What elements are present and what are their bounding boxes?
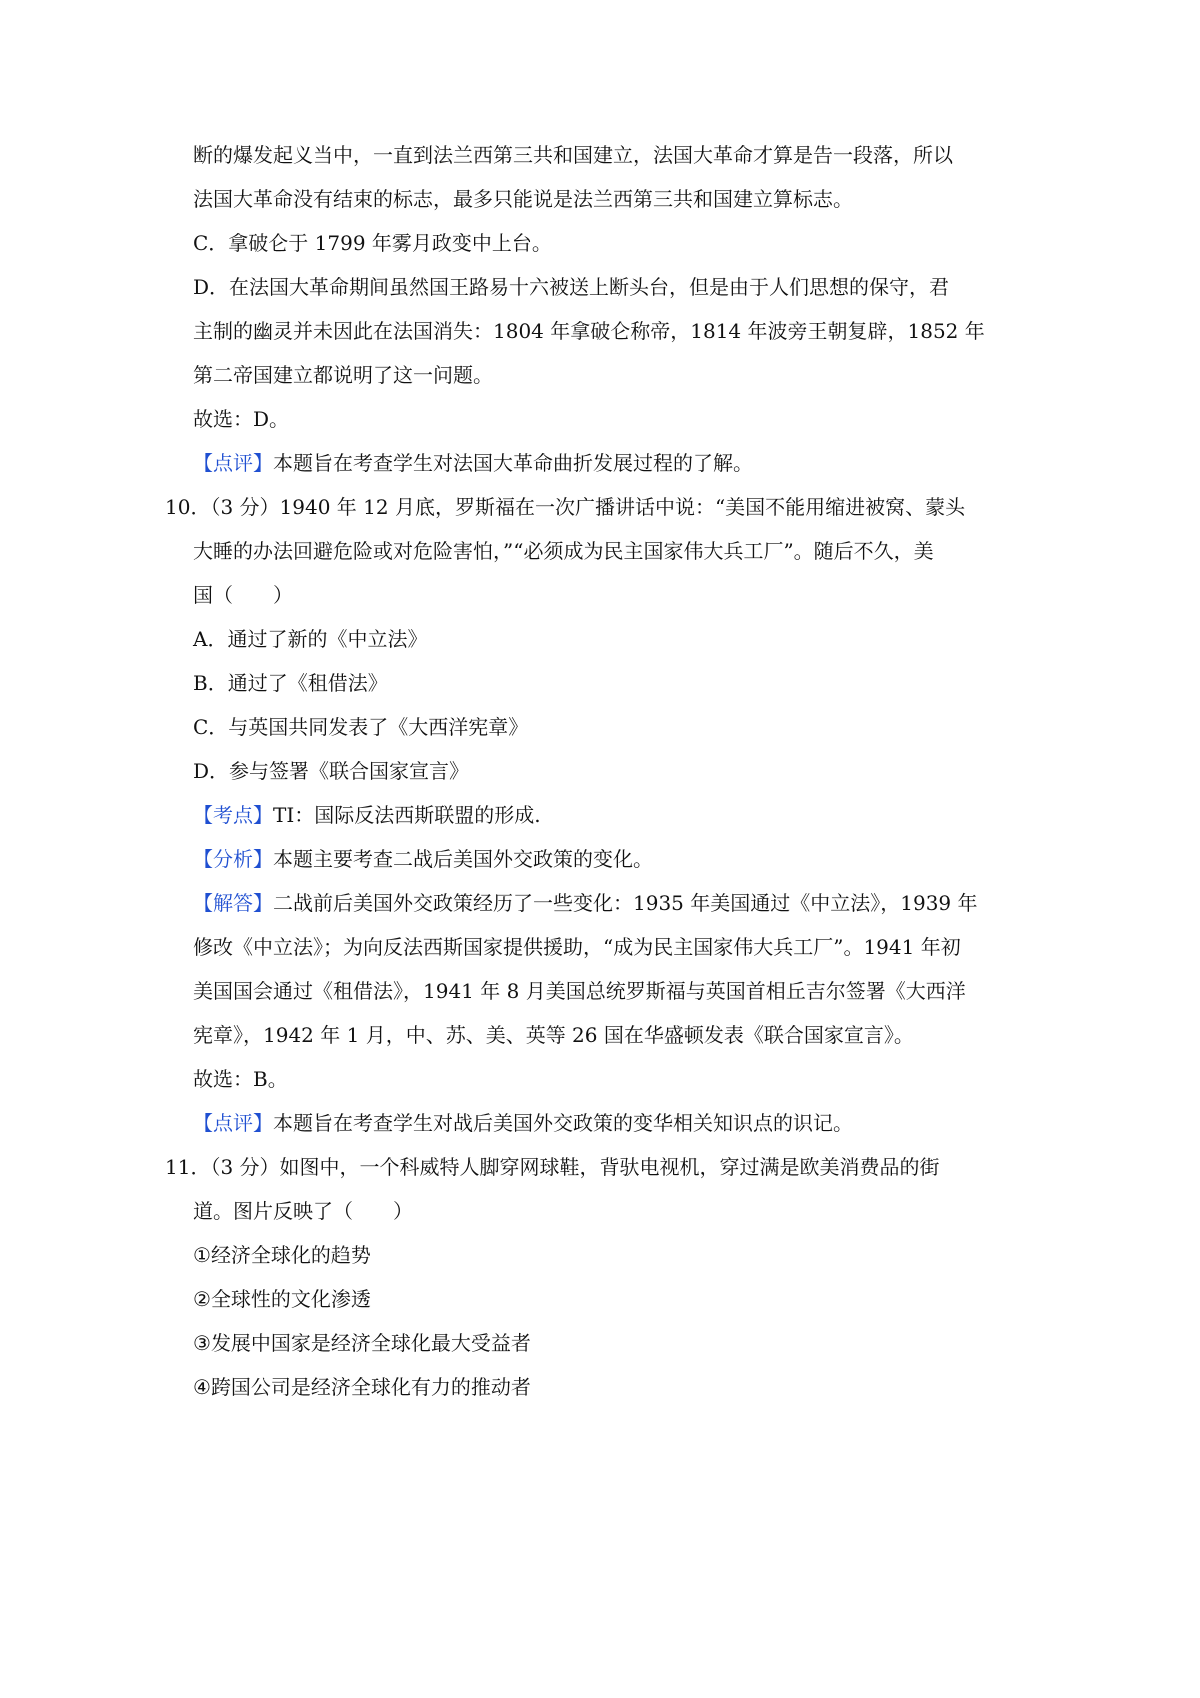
q11-item-2 bbox=[193, 1284, 371, 1314]
q10-option-b: B．通过了《租借法》 bbox=[193, 671, 388, 695]
review-q10 bbox=[193, 1108, 853, 1138]
q10-jieda-line-3: 美国国会通过《租借法》，1941 年 8 月美国总统罗斯福与英国首相丘吉尔签署《大西洋 bbox=[193, 979, 966, 1003]
item-text-1: 经济全球化的趋势 bbox=[210, 1243, 371, 1267]
fenxi-text: 本题主要考查二战后美国外交政策的变化。 bbox=[273, 847, 653, 871]
q11-stem-line-1: 11．（3 分）如图中，一个科威特人脚穿网球鞋，背驮电视机，穿过满是欧美消费品的街 bbox=[165, 1155, 940, 1179]
explanation-d-line-2: 主制的幽灵并未因此在法国消失：1804 年拿破仑称帝，1814 年波旁王朝复辟，1852 年 bbox=[193, 319, 985, 343]
explanation-d-line-1: D．在法国大革命期间虽然国王路易十六被送上断头台，但是由于人们思想的保守，君 bbox=[193, 275, 950, 299]
item-number-4: ④ bbox=[193, 1375, 211, 1399]
q11-item-4 bbox=[193, 1372, 531, 1402]
kaodian-text: TI：国际反法西斯联盟的形成. bbox=[273, 803, 541, 827]
item-number-3: ③ bbox=[193, 1331, 211, 1355]
q10-option-d: D．参与签署《联合国家宣言》 bbox=[193, 759, 470, 783]
review-text: 本题旨在考查学生对战后美国外交政策的变华相关知识点的识记。 bbox=[273, 1111, 853, 1135]
jieda-text: 二战前后美国外交政策经历了一些变化：1935 年美国通过《中立法》，1939 年 bbox=[273, 891, 978, 915]
item-number-2: ② bbox=[193, 1287, 211, 1311]
answer-q9: 故选：D。 bbox=[193, 407, 290, 431]
item-text-2: 全球性的文化渗透 bbox=[210, 1287, 371, 1311]
q11-item-1 bbox=[193, 1240, 371, 1270]
fenxi-tag: 【分析】 bbox=[193, 847, 273, 871]
item-text-3: 发展中国家是经济全球化最大受益者 bbox=[210, 1331, 531, 1355]
explanation-b-line-1: 断的爆发起义当中，一直到法兰西第三共和国建立，法国大革命才算是告一段落，所以 bbox=[193, 143, 953, 167]
q10-option-a: A．通过了新的《中立法》 bbox=[193, 627, 428, 651]
q10-jieda-line-1 bbox=[193, 888, 978, 918]
answer-q10: 故选：B。 bbox=[193, 1067, 288, 1091]
item-number-1: ① bbox=[193, 1243, 211, 1267]
review-q9 bbox=[193, 448, 753, 478]
q10-fenxi bbox=[193, 844, 653, 874]
q11-stem-line-2: 道。图片反映了（ ） bbox=[193, 1199, 413, 1223]
q10-jieda-line-2: 修改《中立法》；为向反法西斯国家提供援助，“成为民主国家伟大兵工厂”。1941 年初 bbox=[193, 935, 961, 959]
q10-jieda-line-4: 宪章》，1942 年 1 月，中、苏、美、英等 26 国在华盛顿发表《联合国家宣言》。 bbox=[193, 1023, 914, 1047]
q10-option-c: C．与英国共同发表了《大西洋宪章》 bbox=[193, 715, 529, 739]
review-tag: 【点评】 bbox=[193, 451, 273, 475]
explanation-b-line-2: 法国大革命没有结束的标志，最多只能说是法兰西第三共和国建立算标志。 bbox=[193, 187, 853, 211]
review-tag: 【点评】 bbox=[193, 1111, 273, 1135]
explanation-d-line-3: 第二帝国建立都说明了这一问题。 bbox=[193, 363, 493, 387]
q10-stem-line-3: 国（ ） bbox=[193, 583, 293, 607]
jieda-tag: 【解答】 bbox=[193, 891, 273, 915]
explanation-option-c: C．拿破仑于 1799 年雾月政变中上台。 bbox=[193, 231, 552, 255]
review-text: 本题旨在考查学生对法国大革命曲折发展过程的了解。 bbox=[273, 451, 753, 475]
item-text-4: 跨国公司是经济全球化有力的推动者 bbox=[210, 1375, 531, 1399]
q10-kaodian bbox=[193, 800, 541, 830]
q11-item-3 bbox=[193, 1328, 531, 1358]
kaodian-tag: 【考点】 bbox=[193, 803, 273, 827]
q10-stem-line-2: 大睡的办法回避危险或对危险害怕，”“必须成为民主国家伟大兵工厂”。随后不久，美 bbox=[193, 539, 934, 563]
q10-stem-line-1: 10．（3 分）1940 年 12 月底，罗斯福在一次广播讲话中说：“美国不能用缩进被窝、蒙头 bbox=[165, 495, 966, 519]
